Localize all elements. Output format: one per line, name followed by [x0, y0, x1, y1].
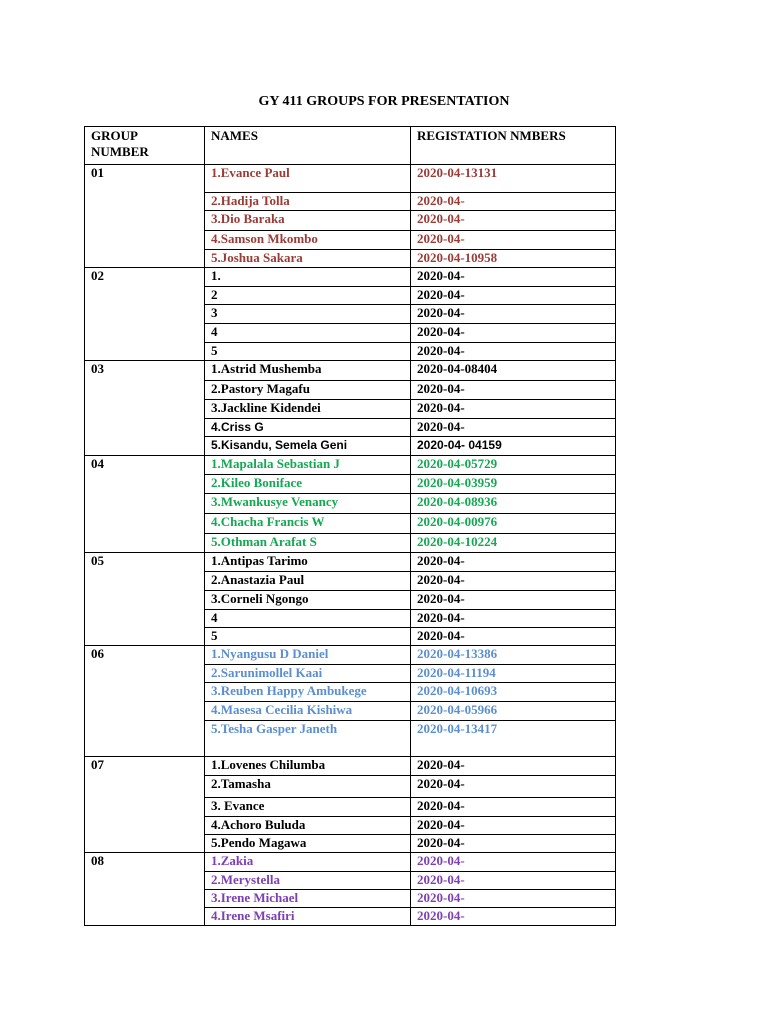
registration-number-cell: 2020-04-: [411, 343, 616, 361]
header-names: NAMES: [205, 127, 411, 165]
header-row: [85, 127, 616, 165]
member-name-cell: 4: [205, 610, 411, 628]
registration-number-cell: 2020-04-05729: [411, 456, 616, 475]
group-number-cell: 01: [85, 165, 205, 268]
group-number-cell: 06: [85, 646, 205, 757]
registration-number-cell: 2020-04-: [411, 268, 616, 287]
registration-number-cell: 2020-04-08404: [411, 361, 616, 381]
registration-number-cell: 2020-04-: [411, 757, 616, 776]
groups-body: [85, 165, 616, 926]
table-row: [85, 553, 616, 572]
member-name-cell: 3.Irene Michael: [205, 890, 411, 908]
table-row: [85, 853, 616, 872]
member-name-cell: 2.Sarunimollel Kaai: [205, 665, 411, 683]
member-name-cell: 3.Dio Baraka: [205, 211, 411, 231]
registration-number-cell: 2020-04-: [411, 305, 616, 324]
member-name-cell: 2.Tamasha: [205, 776, 411, 798]
member-name-cell: 4.Samson Mkombo: [205, 231, 411, 250]
member-name-cell: 5.Tesha Gasper Janeth: [205, 721, 411, 757]
registration-number-cell: 2020-04-03959: [411, 475, 616, 494]
registration-number-cell: 2020-04-: [411, 400, 616, 419]
registration-number-cell: 2020-04-10958: [411, 250, 616, 268]
group-number-cell: 08: [85, 853, 205, 926]
registration-number-cell: 2020-04-: [411, 835, 616, 853]
registration-number-cell: 2020-04-13131: [411, 165, 616, 193]
registration-number-cell: 2020-04-13417: [411, 721, 616, 757]
registration-number-cell: 2020-04-: [411, 872, 616, 890]
member-name-cell: 5: [205, 343, 411, 361]
registration-number-cell: 2020-04-: [411, 324, 616, 343]
registration-number-cell: 2020-04-: [411, 211, 616, 231]
member-name-cell: 5.Kisandu, Semela Geni: [205, 437, 411, 456]
member-name-cell: 3.Mwankusye Venancy: [205, 494, 411, 514]
member-name-cell: 1.Astrid Mushemba: [205, 361, 411, 381]
registration-number-cell: 2020-04-: [411, 610, 616, 628]
registration-number-cell: 2020-04-: [411, 381, 616, 400]
member-name-cell: 4.Masesa Cecilia Kishiwa: [205, 702, 411, 721]
registration-number-cell: 2020-04-: [411, 890, 616, 908]
registration-number-cell: 2020-04- 04159: [411, 437, 616, 456]
member-name-cell: 5.Joshua Sakara: [205, 250, 411, 268]
group-number-cell: 02: [85, 268, 205, 361]
registration-number-cell: 2020-04-08936: [411, 494, 616, 514]
registration-number-cell: 2020-04-05966: [411, 702, 616, 721]
member-name-cell: 3.Corneli Ngongo: [205, 591, 411, 610]
member-name-cell: 2.Anastazia Paul: [205, 572, 411, 591]
registration-number-cell: 2020-04-: [411, 591, 616, 610]
member-name-cell: 3.Reuben Happy Ambukege: [205, 683, 411, 702]
groups-table: [84, 126, 616, 926]
registration-number-cell: 2020-04-00976: [411, 514, 616, 534]
member-name-cell: 3.Jackline Kidendei: [205, 400, 411, 419]
registration-number-cell: 2020-04-: [411, 853, 616, 872]
member-name-cell: 1.Nyangusu D Daniel: [205, 646, 411, 665]
table-row: [85, 165, 616, 193]
header-registration-numbers: REGISTATION NMBERS: [411, 127, 616, 165]
member-name-cell: 4.Chacha Francis W: [205, 514, 411, 534]
member-name-cell: 1.Antipas Tarimo: [205, 553, 411, 572]
member-name-cell: 5: [205, 628, 411, 646]
member-name-cell: 1.Evance Paul: [205, 165, 411, 193]
member-name-cell: 4.Achoro Buluda: [205, 817, 411, 835]
member-name-cell: 4: [205, 324, 411, 343]
member-name-cell: 2.Hadija Tolla: [205, 193, 411, 211]
member-name-cell: 1.: [205, 268, 411, 287]
registration-number-cell: 2020-04-: [411, 231, 616, 250]
member-name-cell: 3: [205, 305, 411, 324]
group-number-cell: 04: [85, 456, 205, 553]
registration-number-cell: 2020-04-13386: [411, 646, 616, 665]
registration-number-cell: 2020-04-: [411, 553, 616, 572]
group-number-cell: 03: [85, 361, 205, 456]
member-name-cell: 5.Othman Arafat S: [205, 534, 411, 553]
header-group-number: GROUP NUMBER: [85, 127, 205, 165]
member-name-cell: 2.Merystella: [205, 872, 411, 890]
registration-number-cell: 2020-04-10693: [411, 683, 616, 702]
table-row: [85, 646, 616, 665]
registration-number-cell: 2020-04-11194: [411, 665, 616, 683]
registration-number-cell: 2020-04-: [411, 193, 616, 211]
registration-number-cell: 2020-04-: [411, 798, 616, 817]
member-name-cell: 4.Irene Msafiri: [205, 908, 411, 926]
table-row: [85, 456, 616, 475]
registration-number-cell: 2020-04-: [411, 817, 616, 835]
member-name-cell: 2.Pastory Magafu: [205, 381, 411, 400]
registration-number-cell: 2020-04-: [411, 419, 616, 437]
member-name-cell: 3. Evance: [205, 798, 411, 817]
registration-number-cell: 2020-04-: [411, 572, 616, 591]
group-number-cell: 05: [85, 553, 205, 646]
member-name-cell: 1.Lovenes Chilumba: [205, 757, 411, 776]
table-row: [85, 361, 616, 381]
registration-number-cell: 2020-04-10224: [411, 534, 616, 553]
registration-number-cell: 2020-04-: [411, 908, 616, 926]
table-row: [85, 757, 616, 776]
member-name-cell: 2.Kileo Boniface: [205, 475, 411, 494]
table-row: [85, 268, 616, 287]
member-name-cell: 1.Zakia: [205, 853, 411, 872]
member-name-cell: 4.Criss G: [205, 419, 411, 437]
member-name-cell: 2: [205, 287, 411, 305]
document-title: GY 411 GROUPS FOR PRESENTATION: [258, 94, 510, 109]
group-number-cell: 07: [85, 757, 205, 853]
registration-number-cell: 2020-04-: [411, 628, 616, 646]
member-name-cell: 1.Mapalala Sebastian J: [205, 456, 411, 475]
registration-number-cell: 2020-04-: [411, 776, 616, 798]
member-name-cell: 5.Pendo Magawa: [205, 835, 411, 853]
registration-number-cell: 2020-04-: [411, 287, 616, 305]
